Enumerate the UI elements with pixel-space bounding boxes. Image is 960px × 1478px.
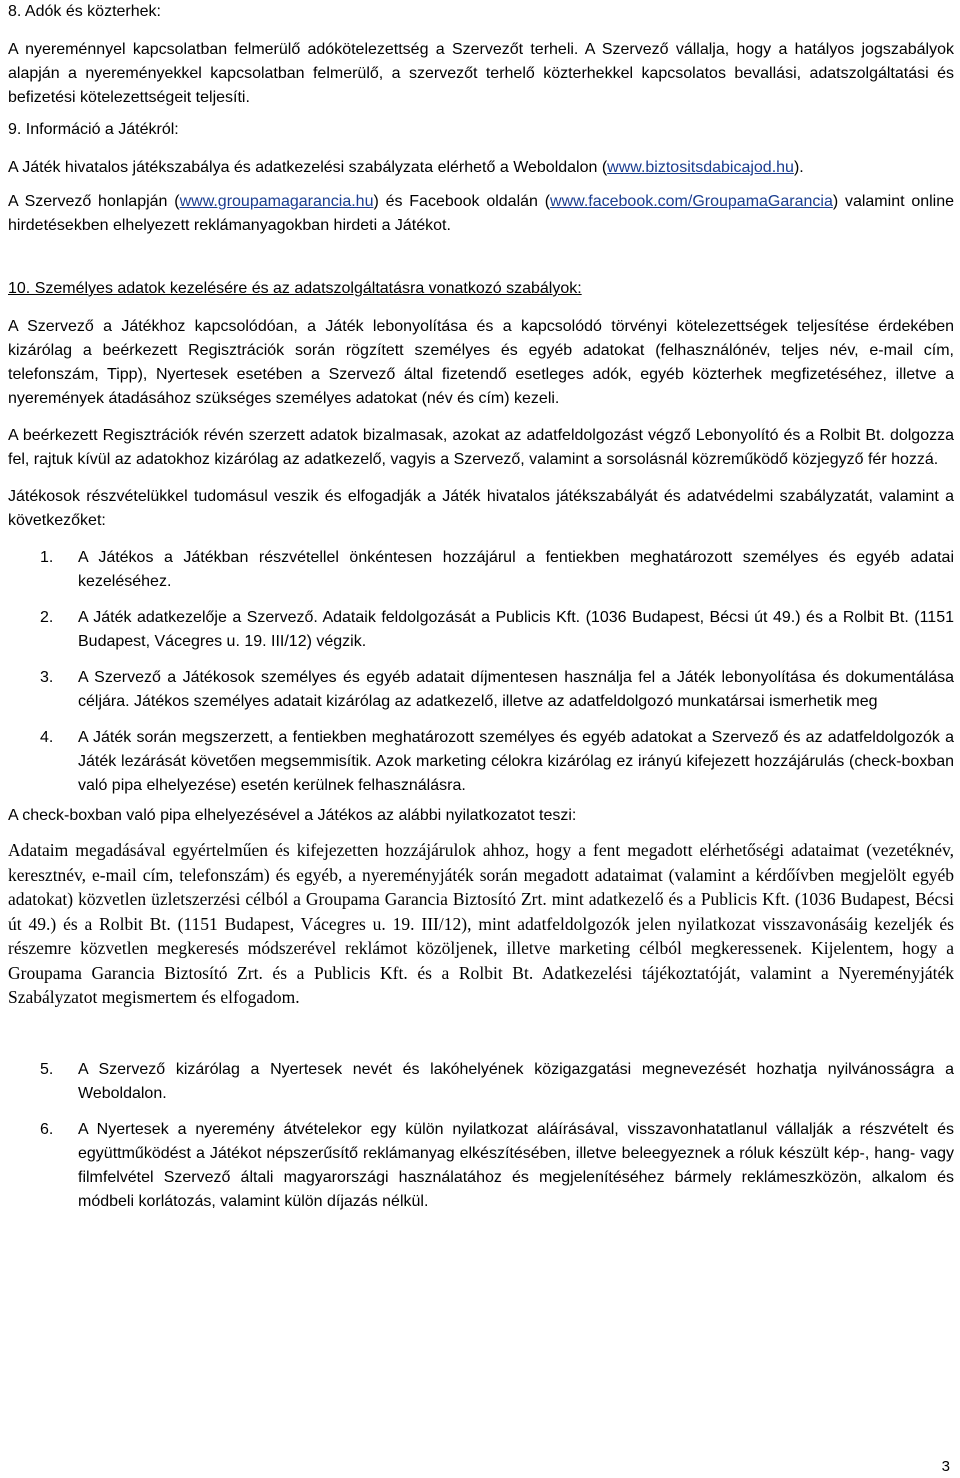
- document-page: [8, 0, 954, 1214]
- list-item: [8, 726, 954, 798]
- section-8-title: 8. Adók és közterhek:: [8, 3, 161, 20]
- section-10-paragraph-3: Játékosok részvételükkel tudomásul veszik és elfogadják a Játék hivatalos játékszabályát és adatvédelmi szabályzatát, valamint a következőket:: [8, 488, 954, 529]
- section-9-title: 9. Információ a Játékról:: [8, 121, 179, 138]
- list-text: A Nyertesek a nyeremény átvételekor egy külön nyilatkozat aláírásával, visszavonhatatlanul vállalják a részvételt és együttműködést a Játékot népszerűsítő reklámanyag elkészítésében, illetve beleegyeznek a róluk készült kép-, hang- vagy filmfelvétel Szervező általi magyarországi használatához és megjelenítéséhez bármely reklámeszközön, alkalom és módbeli korlátozás, valamint külön díjazás nélkül.: [78, 1120, 954, 1210]
- page-number: 3: [941, 1458, 950, 1475]
- list-number: 5.: [40, 1060, 54, 1078]
- section-8-paragraph: A nyereménnyel kapcsolatban felmerülő adókötelezettség a Szervezőt terheli. A Szervező vállalja, hogy a hatályos jogszabályok alapján a nyereményekkel kapcsolatban felmerülő, a szervezőt terhelő közterhekkel kapcsolatos bevallási, adatszolgáltatási és befizetési kötelezettségeit teljesíti.: [8, 41, 954, 106]
- section-10-paragraph-1: A Szervező a Játékhoz kapcsolódóan, a Játék lebonyolítása és a kapcsolódó törvényi kötelezettségek teljesítése érdekében kizárólag a beérkezett Regisztrációk során rögzített személyes és egyéb adatokat (felhasználónév, teljes név, e-mail cím, telefonszám, Tipp), Nyertesek esetében a Szervező által fizetendő esetleges adók, egyéb közterhek megfizetéséhez, illetve a nyeremények átadásához szükséges személyes adatokat (név és cím) kezeli.: [8, 318, 954, 407]
- list-item: [8, 1058, 954, 1106]
- list-text: A Játékos a Játékban részvétellel önkéntesen hozzájárul a fentiekben meghatározott személyes és egyéb adatai kezeléséhez.: [78, 549, 954, 590]
- text-span: A Játék hivatalos játékszabálya és adatkezelési szabályzata elérhető a Weboldalon (: [8, 159, 608, 176]
- facebook-link[interactable]: www.facebook.com/GroupamaGarancia: [550, 193, 833, 210]
- list-number: 2.: [40, 609, 54, 626]
- list-number: 6.: [40, 1120, 54, 1138]
- consent-declaration: Adataim megadásával egyértelműen és kifejezetten hozzájárulok ahhoz, hogy a fent megadott elérhetőségi adataimat (vezetéknév, keresztnév, e-mail cím, telefonszám) és egyéb, a nyereményjáték során megadott adataimat (valamint a kérdőívben megjelölt egyéb adatokat) közvetlen üzletszerzési célból a Groupama Garancia Biztosító Zrt. mint adatkezelő és a Publicis Kft. (1036 Budapest, Bécsi út 49.) és a Rolbit Bt. (1151 Budapest, Vácegres u. 19. III/12), mint adatfeldolgozók jelen nyilatkozat visszavonásáig kezeljék és részemre közvetlen megkeresés módszerével reklámot közöljenek, illetve marketing célból megkeressenek. Kijelentem, hogy a Groupama Garancia Biztosító Zrt. és a Publicis Kft. és a Rolbit Bt. Adatkezelési tájékoztatóját, valamint a Nyereményjáték Szabályzatot megismertem és elfogadom.: [8, 840, 954, 1007]
- list-text: A Játék adatkezelője a Szervező. Adataik feldolgozását a Publicis Kft. (1036 Budapest, Bécsi út 49.) és a Rolbit Bt. (1151 Budapest, Vácegres u. 19. III/12) végzik.: [78, 609, 954, 650]
- section-9-paragraph-2: [8, 190, 954, 238]
- list-number: 3.: [40, 669, 54, 686]
- section-9-paragraph-1: [8, 156, 954, 180]
- text-span: ).: [793, 159, 804, 176]
- list-text: A Játék során megszerzett, a fentiekben meghatározott személyes és egyéb adatokat a Szervező és az adatfeldolgozók a Játék lezárását követően megsemmisítik. Azok marketing célokra kizárólag ez irányú kifejezett hozzájárulás (check-boxban való pipa elhelyezése) esetén kerülnek felhasználásra.: [78, 729, 954, 794]
- section-10-title: 10. Személyes adatok kezelésére és az adatszolgáltatásra vonatkozó szabályok:: [8, 280, 582, 297]
- organizer-website-link[interactable]: www.groupamagarancia.hu: [179, 193, 374, 210]
- text-span: A Szervező honlapján (: [8, 193, 180, 210]
- list-item: [8, 1118, 954, 1214]
- list-number: 4.: [40, 729, 54, 746]
- list-item: [8, 666, 954, 714]
- list-text: A Szervező a Játékosok személyes és egyéb adatait díjmentesen használja fel a Játék lebonyolítása és dokumentálása céljára. Játékos személyes adatait kizárólag az adatkezelő, illetve az adatfeldolgozó munkatársai ismerhetik meg: [78, 669, 954, 710]
- list-number: 1.: [40, 549, 54, 566]
- text-span: ) és Facebook oldalán (: [373, 193, 551, 210]
- winner-list: [8, 1058, 954, 1214]
- list-item: [8, 606, 954, 654]
- list-item: [8, 546, 954, 594]
- website-link[interactable]: www.biztositsdabicajod.hu: [607, 159, 794, 176]
- list-text: A Szervező kizárólag a Nyertesek nevét és lakóhelyének közigazgatási megnevezését hozhatja nyilvánosságra a Weboldalon.: [78, 1060, 954, 1102]
- consent-list: [8, 546, 954, 798]
- checkbox-intro: A check-boxban való pipa elhelyezésével a Játékos az alábbi nyilatkozatot teszi:: [8, 807, 577, 824]
- section-10-paragraph-2: A beérkezett Regisztrációk révén szerzett adatok bizalmasak, azokat az adatfeldolgozást végző Lebonyolító és a Rolbit Bt. dolgozza fel, rajtuk kívül az adatokhoz kizárólag az adatkezelő, vagyis a Szervező, valamint a sorsolásnál közreműködő közjegyző fér hozzá.: [8, 427, 954, 468]
- text-span: ) valamint online hirdetésekben elhelyezett reklámanyagokban hirdeti a Játékot.: [8, 193, 955, 234]
